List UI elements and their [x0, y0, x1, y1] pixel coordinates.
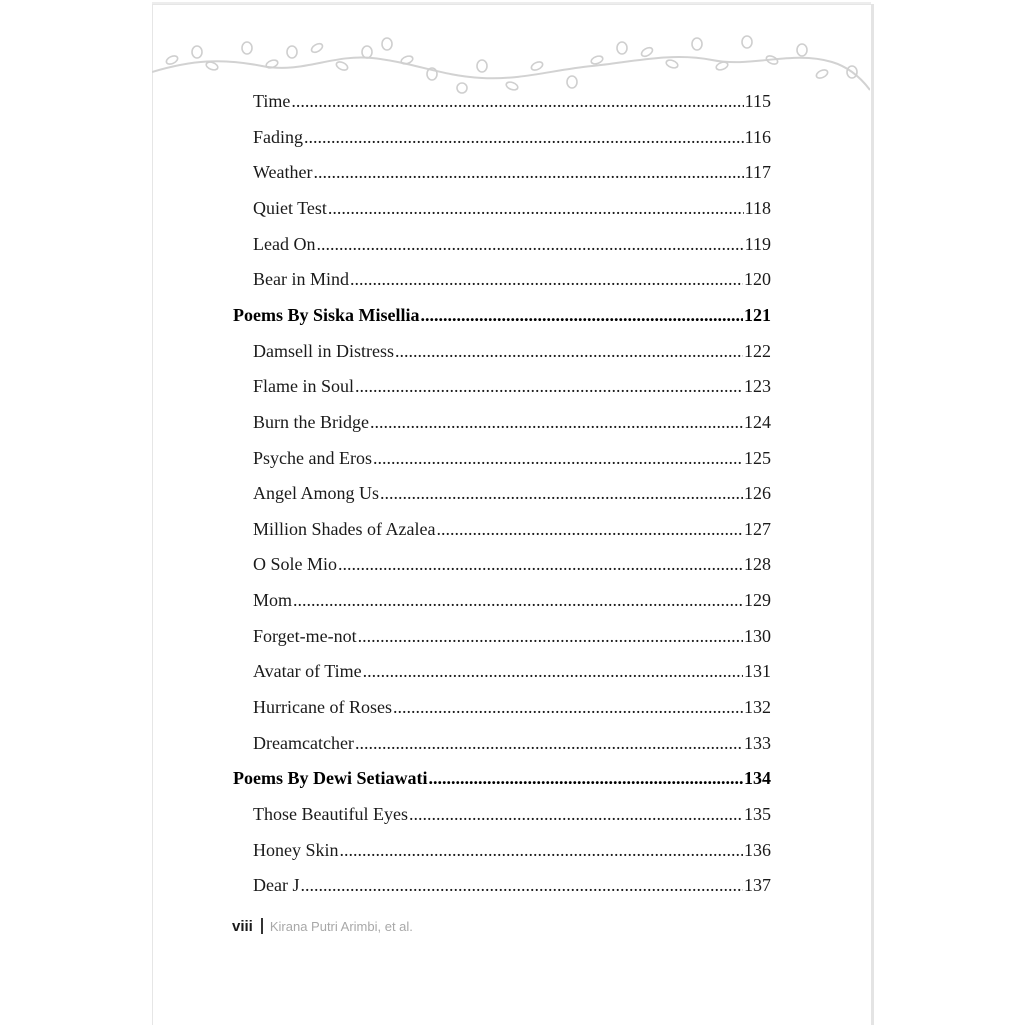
toc-entry	[253, 837, 771, 863]
dot-leader	[350, 266, 743, 292]
dot-leader	[338, 551, 743, 577]
toc-entry-page-number: 120	[744, 269, 771, 290]
toc-entry-page-number: 116	[744, 126, 771, 147]
toc-entry-title: Forget-me-not	[253, 625, 357, 646]
dot-leader	[370, 409, 743, 435]
toc-entry	[253, 373, 771, 399]
toc-entry-page-number: 118	[744, 197, 771, 218]
dot-leader	[428, 765, 743, 791]
dot-leader	[363, 658, 743, 684]
toc-entry	[253, 694, 771, 720]
dot-leader	[436, 516, 743, 542]
toc-entry-title: Quiet Test	[253, 197, 327, 218]
toc-entry-title: Those Beautiful Eyes	[253, 804, 408, 824]
dot-leader	[355, 730, 743, 756]
toc-entry-title: Honey Skin	[253, 839, 339, 860]
toc-entry-title: Poems By Dewi Setiawati	[233, 768, 428, 789]
toc-entry	[253, 88, 771, 114]
toc-entry-page-number: 123	[744, 376, 771, 397]
toc-entry-page-number: 128	[744, 554, 771, 575]
toc-entry	[253, 266, 771, 292]
toc-entry-title: Psyche and Eros	[253, 447, 372, 468]
toc-entry-title: Dreamcatcher	[253, 732, 354, 753]
toc-entry-page-number: 124	[744, 411, 771, 432]
dot-leader	[355, 373, 743, 399]
toc-entry	[253, 338, 771, 364]
toc-entry-title: Fading	[253, 126, 304, 147]
toc-entry-title: Hurricane of Roses	[253, 697, 392, 718]
toc-entry-title: Million Shades of Azalea	[253, 518, 436, 539]
toc-entry	[253, 159, 771, 185]
toc-entry-title: Burn the Bridge	[253, 411, 369, 432]
toc-entry-page-number: 137	[744, 875, 771, 896]
toc-entry-title: Mom	[253, 590, 293, 611]
running-footer-author: Kirana Putri Arimbi, et al.	[269, 918, 413, 934]
dot-leader	[358, 623, 743, 649]
dot-leader	[395, 338, 743, 364]
page-footer	[232, 915, 413, 937]
toc-entry	[253, 409, 771, 435]
toc-entry-title: O Sole Mio	[253, 554, 338, 575]
toc-entry-page-number: 119	[744, 233, 771, 254]
toc-entry-page-number: 125	[744, 447, 771, 468]
toc-entry-page-number: 132	[744, 697, 771, 718]
toc-entry-title: Flame in Soul	[253, 376, 355, 397]
dot-leader	[316, 231, 743, 257]
toc-entry	[253, 658, 771, 684]
dot-leader	[393, 694, 743, 720]
page-folio: viii	[232, 917, 253, 935]
toc-entry	[253, 872, 771, 898]
dot-leader	[380, 480, 743, 506]
toc-entry	[253, 551, 771, 577]
footer-divider	[261, 918, 263, 934]
dot-leader	[328, 195, 744, 221]
toc-entry	[253, 124, 771, 150]
toc-entry-page-number: 133	[744, 732, 771, 753]
toc-entry-title: Poems By Siska Misellia	[233, 304, 420, 325]
dot-leader	[293, 587, 743, 613]
toc-entry	[253, 445, 771, 471]
dot-leader	[314, 159, 744, 185]
toc-section-entry	[233, 765, 771, 791]
dot-leader	[304, 124, 744, 150]
toc-entry-page-number: 126	[744, 483, 771, 504]
toc-entry-title: Weather	[253, 162, 313, 183]
toc-entry-title: Bear in Mind	[253, 269, 349, 290]
toc-entry-page-number: 130	[744, 625, 771, 646]
toc-entry-page-number: 131	[744, 661, 771, 682]
toc-entry-page-number: 117	[744, 162, 771, 183]
toc-entry	[253, 623, 771, 649]
toc-entry	[253, 231, 771, 257]
toc-entry-page-number: 134	[744, 768, 771, 789]
toc-entry	[253, 516, 771, 542]
toc-entry-page-number: 136	[744, 839, 771, 860]
dot-leader	[421, 302, 743, 328]
toc-entry-page-number: 135	[744, 804, 771, 824]
dot-leader	[300, 872, 743, 898]
toc-entry-page-number: 129	[744, 590, 771, 611]
toc-entry-page-number: 115	[744, 91, 771, 111]
dot-leader	[373, 445, 743, 471]
toc-entry	[253, 730, 771, 756]
toc-entry-title: Time	[253, 91, 291, 111]
toc-entry	[253, 480, 771, 506]
toc-entry	[253, 195, 771, 221]
toc-entry	[253, 587, 771, 613]
toc-entry-page-number: 122	[744, 340, 771, 361]
toc-entry-title: Dear J	[253, 875, 300, 896]
toc-entry-title: Lead On	[253, 233, 316, 254]
dot-leader	[409, 801, 743, 827]
toc-entry-page-number: 127	[744, 518, 771, 539]
toc-entry-title: Angel Among Us	[253, 483, 379, 504]
toc-entry-title: Avatar of Time	[253, 661, 362, 682]
dot-leader	[340, 837, 744, 863]
toc-entry-page-number: 121	[744, 304, 771, 325]
dot-leader	[291, 88, 743, 114]
toc-section-entry	[233, 302, 771, 328]
toc-entry-title: Damsell in Distress	[253, 340, 394, 361]
toc-entry	[253, 801, 771, 827]
